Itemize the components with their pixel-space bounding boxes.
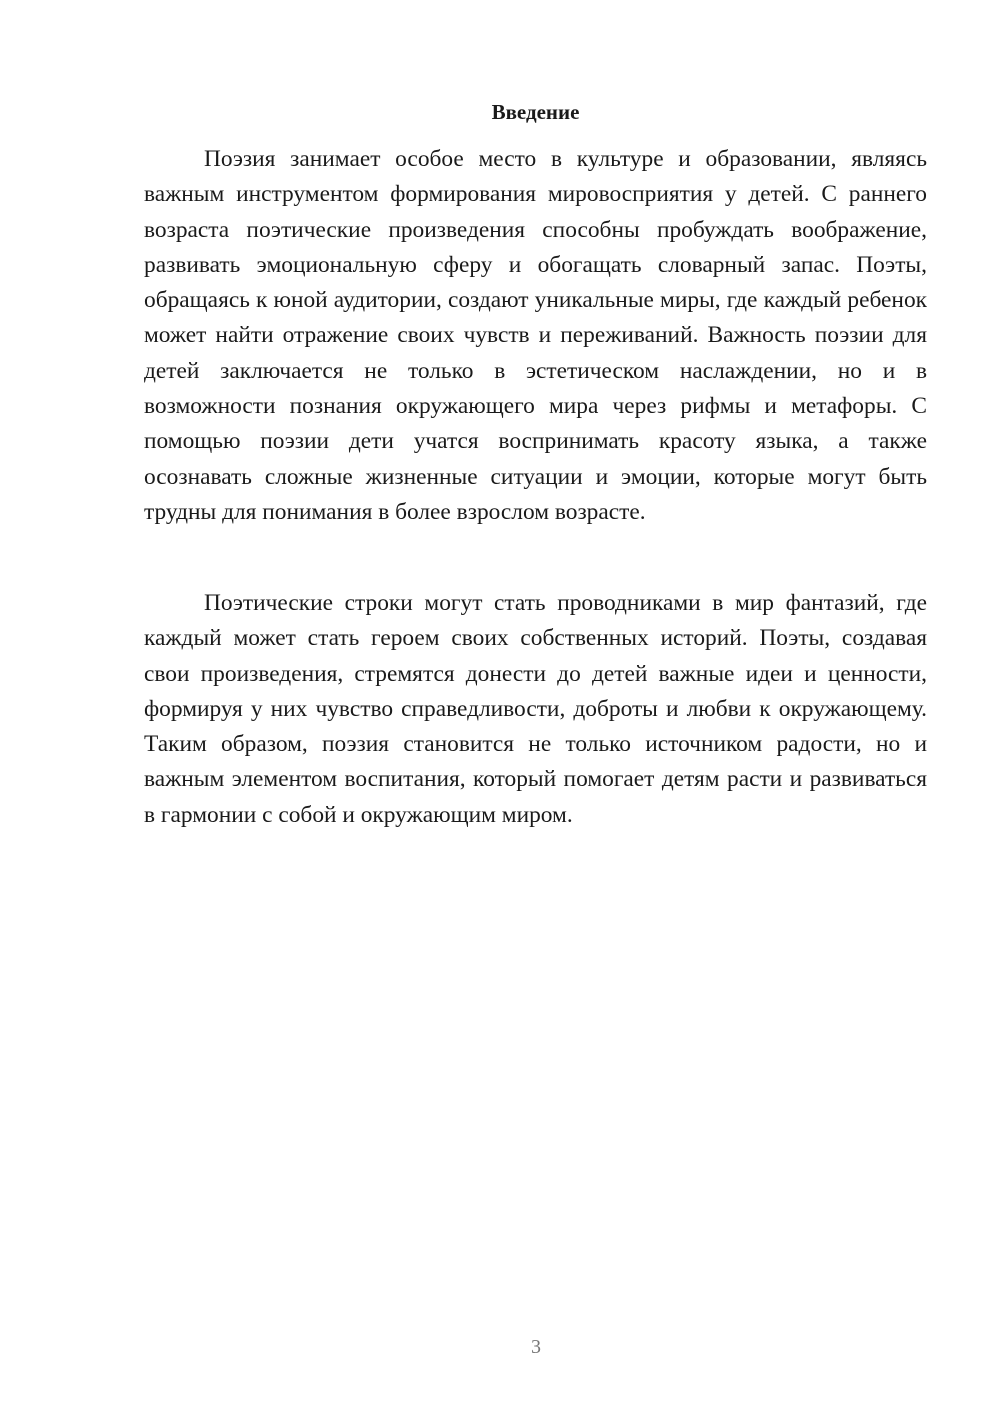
page-number: 3 — [531, 1336, 541, 1358]
paragraph-1: Поэзия занимает особое место в культуре и образовании, являясь важным инструментом формирования мировосприятия у детей. С раннего возраста поэтические произведения способны пробуждать воображение, развивать эмоциональную сферу и обогащать словарный запас. Поэты, обращаясь к юной аудитории, создают уникальные миры, где каждый ребенок может найти отражение своих чувств и переживаний. Важность поэзии для детей заключается не только в эстетическом наслаждении, но и в возможности познания окружающего мира через рифмы и метафоры. С помощью поэзии дети учатся воспринимать красоту языка, а также осознавать сложные жизненные ситуации и эмоции, которые могут быть трудны для понимания в более взрослом возрасте. — [144, 146, 927, 525]
paragraph-2: Поэтические строки могут стать проводниками в мир фантазий, где каждый может стать героем своих собственных историй. Поэты, создавая свои произведения, стремятся донести до детей важные идеи и ценности, формируя у них чувство справедливости, доброты и любви к окружающему. Таким образом, поэзия становится не только источником радости, но и важным элементом воспитания, который помогает детям расти и развиваться в гармонии с собой и окружающим миром. — [144, 590, 927, 828]
section-title: Введение — [491, 100, 580, 124]
